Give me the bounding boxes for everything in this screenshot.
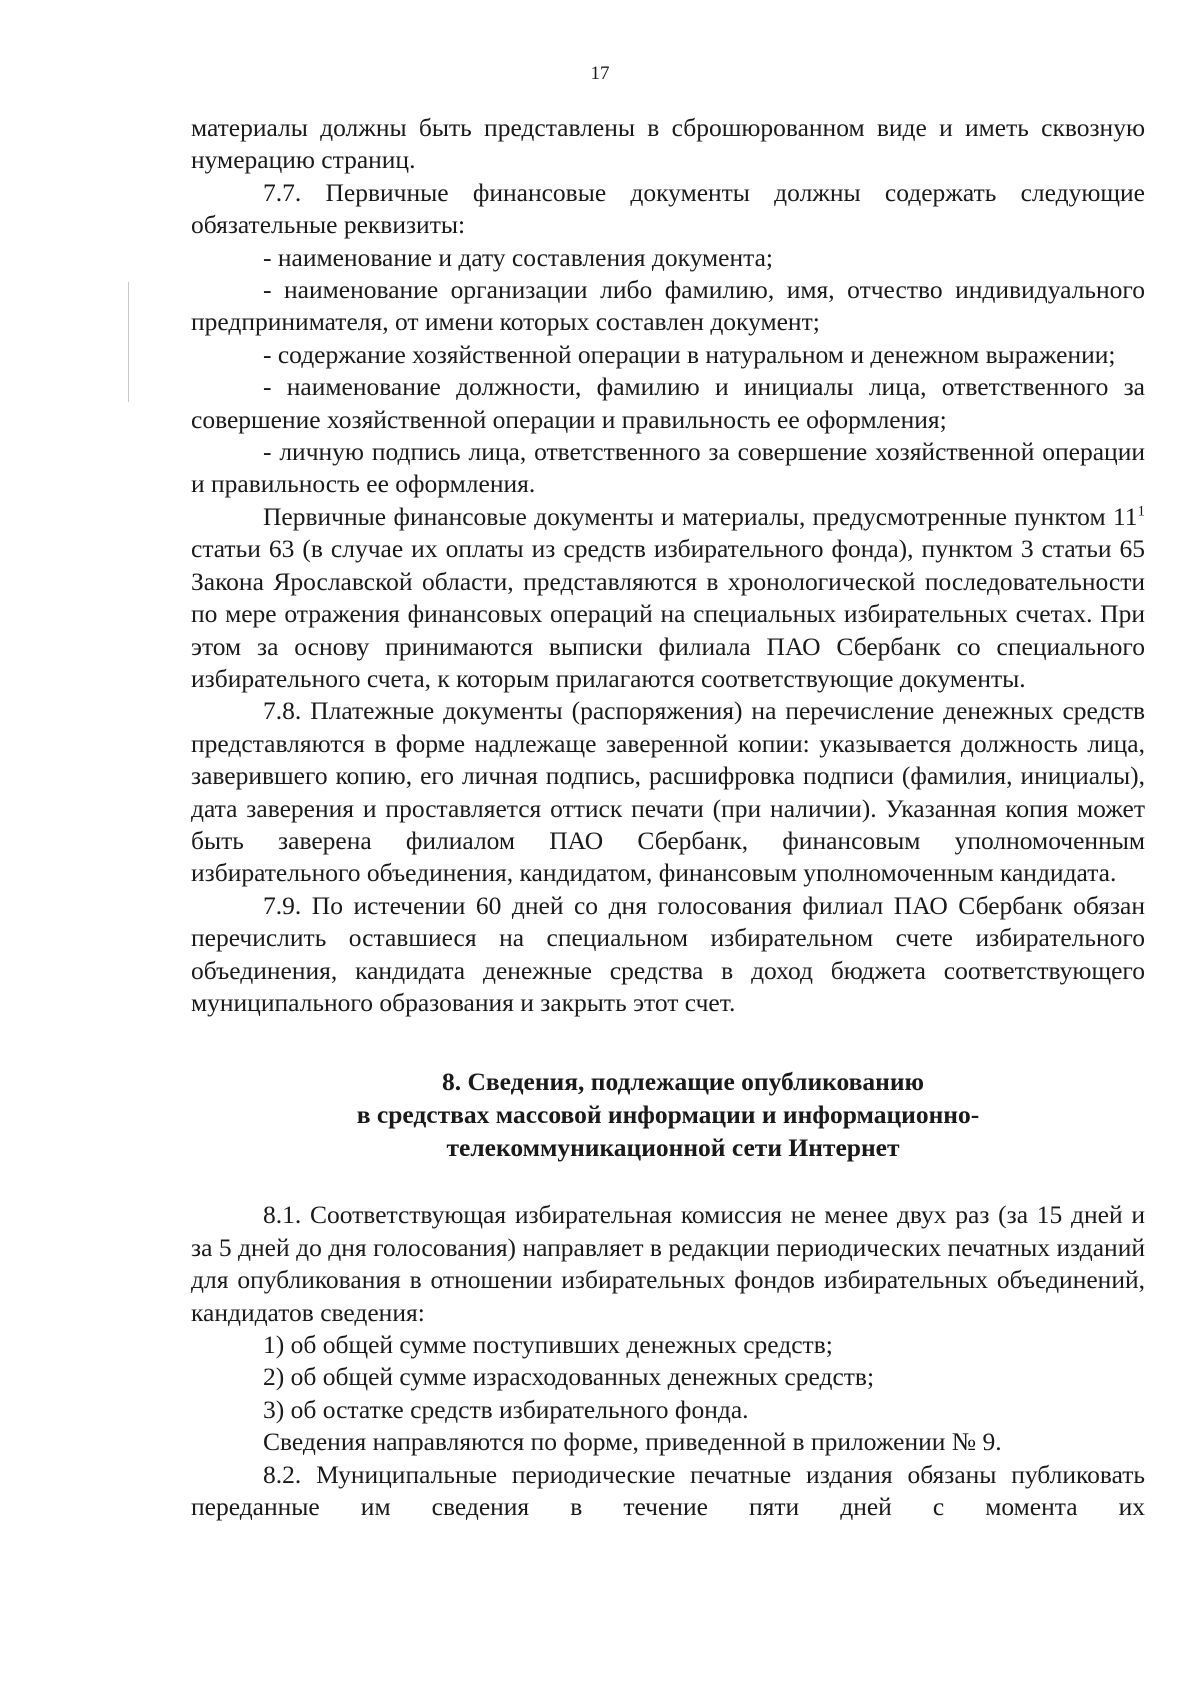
- paragraph-primary-documents: [191, 501, 1145, 695]
- paragraph-form-reference: Сведения направляются по форме, приведенной в приложении № 9.: [263, 1427, 1002, 1457]
- superscript-footnote: 1: [1137, 503, 1145, 520]
- section-heading-line: телекоммуникационной сети Интернет: [446, 1133, 900, 1163]
- section-heading-line: 8. Сведения, подлежащие опубликованию: [441, 1067, 925, 1097]
- paragraph-8-2: 8.2. Муниципальные периодические печатные издания обязаны публиковать переданные им сведения в течение пяти дней с момента их: [191, 1459, 1145, 1522]
- list-item-requisite: - наименование организации либо фамилию, имя, отчество индивидуального предпринимателя, от имени которых составлен документ;: [191, 275, 1145, 337]
- list-item-info: 2) об общей сумме израсходованных денежных средств;: [263, 1362, 875, 1392]
- list-item-requisite: - наименование и дату составления документа;: [263, 242, 773, 272]
- primary-docs-text-2: статьи 63 (в случае их оплаты из средств избирательного фонда), пунктом 3 статьи 65 Закона Ярославской области, представляются в хронологической последовательности по мере отражения финансовых операций на специальных избирательных счетах. При этом за основу принимаются выписки филиала ПАО Сбербанк со специального избирательного счета, к которым прилагаются соответствующие документы.: [191, 534, 1145, 693]
- paragraph-intro: материалы должны быть представлены в сброшюрованном виде и иметь сквозную нумерацию страниц.: [191, 113, 1145, 175]
- primary-docs-text-1: Первичные финансовые документы и материалы, предусмотренные пунктом 11: [263, 501, 1138, 531]
- section-heading: [191, 1065, 1145, 1164]
- paragraph-8-1: 8.1. Соответствующая избирательная комиссия не менее двух раз (за 15 дней и за 5 дней до дня голосования) направляет в редакции периодических печатных изданий для опубликования в отношении избирательных фондов избирательных объединений, кандидатов сведения:: [191, 1200, 1145, 1327]
- document-body: [191, 112, 1145, 1523]
- section-heading-line: в средствах массовой информации и информационно-: [356, 1100, 980, 1130]
- page-number: 17: [590, 63, 610, 84]
- paragraph-7-8: 7.8. Платежные документы (распоряжения) на перечисление денежных средств представляются в форме надлежаще заверенной копии: указывается должность лица, заверившего копию, его личная подпись, расшифровка подписи (фамилия, инициалы), дата заверения и проставляется оттиск печати (при наличии). Указанная копия может быть заверена филиалом ПАО Сбербанк, финансовым уполномоченным избирательного объединения, кандидатом, финансовым уполномоченным кандидата.: [191, 696, 1145, 888]
- paragraph-7-9: 7.9. По истечении 60 дней со дня голосования филиал ПАО Сбербанк обязан перечислить оставшиеся на специальном избирательном счете избирательного объединения, кандидата денежные средства в доход бюджета соответствующего муниципального образования и закрыть этот счет.: [191, 890, 1145, 1017]
- scan-artifact-line: [128, 282, 129, 402]
- list-item-requisite: - наименование должности, фамилию и инициалы лица, ответственного за совершение хозяйственной операции и правильность ее оформления;: [191, 372, 1145, 434]
- paragraph-7-7: 7.7. Первичные финансовые документы должны содержать следующие обязательные реквизиты:: [191, 177, 1145, 240]
- list-item-requisite: - личную подпись лица, ответственного за совершение хозяйственной операции и правильность ее оформления.: [191, 437, 1145, 499]
- list-item-info: 3) об остатке средств избирательного фонда.: [263, 1394, 749, 1424]
- list-item-info: 1) об общей сумме поступивших денежных средств;: [263, 1330, 833, 1359]
- list-item-requisite: - содержание хозяйственной операции в натуральном и денежном выражении;: [263, 339, 1116, 369]
